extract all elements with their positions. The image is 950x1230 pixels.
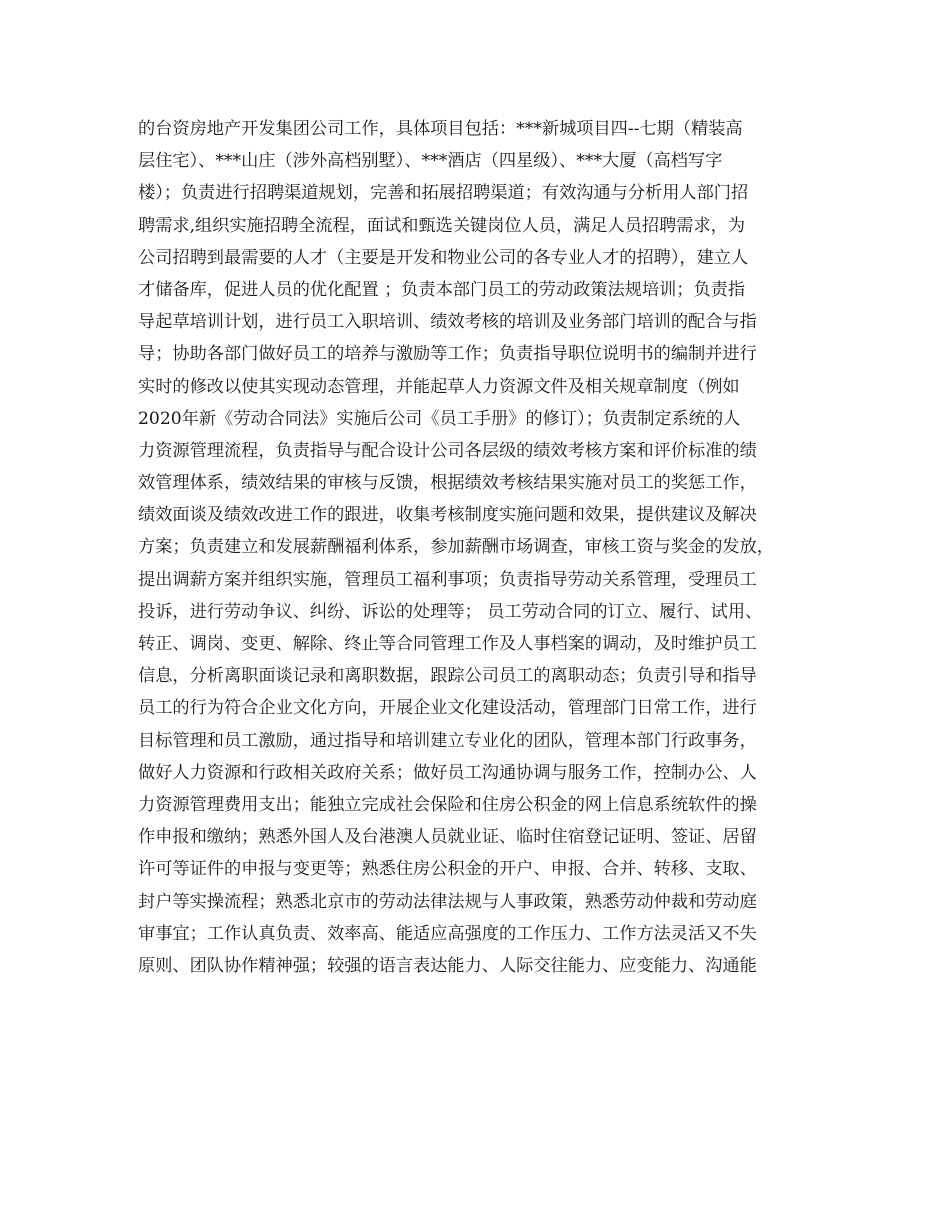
text-line: 的台资房地产开发集团公司工作，具体项目包括：***新城项目四--七期（精装高 <box>138 119 743 139</box>
text-line: 目标管理和员工激励，通过指导和培训建立专业化的团队，管理本部门行政事务， <box>138 730 757 751</box>
text-line: 原则、团队协作精神强；较强的语言表达能力、人际交往能力、应变能力、沟通能 <box>138 955 757 976</box>
text-line: 力资源管理费用支出；能独立完成社会保险和住房公积金的网上信息系统软件的操 <box>138 794 757 815</box>
text-line: 员工的行为符合企业文化方向，开展企业文化建设活动，管理部门日常工作，进行 <box>138 698 757 719</box>
text-line: 力资源管理流程，负责指导与配合设计公司各层级的绩效考核方案和评价标准的绩 <box>138 440 757 461</box>
text-line: 做好人力资源和行政相关政府关系；做好员工沟通协调与服务工作，控制办公、人 <box>138 762 757 783</box>
text-line: 导起草培训计划，进行员工入职培训、绩效考核的培训及业务部门培训的配合与指 <box>138 312 757 333</box>
text-line: 实时的修改以使其实现动态管理，并能起草人力资源文件及相关规章制度（例如 <box>138 376 740 397</box>
text-line: 封户等实操流程；熟悉北京市的劳动法律法规与人事政策，熟悉劳动仲裁和劳动庭 <box>138 891 757 912</box>
text-line: 许可等证件的申报与变更等；熟悉住房公积金的开户、申报、合并、转移、支取、 <box>138 859 757 880</box>
text-line: 信息，分析离职面谈记录和离职数据，跟踪公司员工的离职动态；负责引导和指导 <box>138 666 757 687</box>
text-line: 公司招聘到最需要的人才（主要是开发和物业公司的各专业人才的招聘），建立人 <box>138 247 749 268</box>
text-line: 转正、调岗、变更、解除、终止等合同管理工作及人事档案的调动，及时维护员工 <box>138 634 757 654</box>
text-line: 才储备库，促进人员的优化配置 ；负责本部门员工的劳动政策法规培训；负责指 <box>138 279 746 300</box>
text-line: 导；协助各部门做好员工的培养与激励等工作；负责指导职位说明书的编制并进行 <box>138 344 757 365</box>
text-line: 2020年新《劳动合同法》实施后公司《员工手册》的修订）；负责制定系统的人 <box>138 408 741 429</box>
text-line: 聘需求,组织实施招聘全流程，面试和甄选关键岗位人员，满足人员招聘需求，为 <box>138 215 746 236</box>
body-paragraph <box>138 113 838 982</box>
text-line: 提出调薪方案并组织实施，管理员工福利事项；负责指导劳动关系管理，受理员工 <box>138 569 757 590</box>
text-line: 层住宅）、***山庄（涉外高档别墅）、***酒店（四星级）、***大厦（高档写字 <box>138 151 723 172</box>
text-line: 方案；负责建立和发展薪酬福利体系，参加薪酬市场调查，审核工资与奖金的发放， <box>138 537 774 558</box>
text-line: 绩效面谈及绩效改进工作的跟进，收集考核制度实施问题和效果，提供建议及解决 <box>138 505 757 526</box>
text-line: 作申报和缴纳；熟悉外国人及台港澳人员就业证、临时住宿登记证明、签证、居留 <box>138 827 757 848</box>
text-line: 楼）；负责进行招聘渠道规划，完善和拓展招聘渠道；有效沟通与分析用人部门招 <box>138 183 749 204</box>
text-line: 审事宜；工作认真负责、效率高、能适应高强度的工作压力、工作方法灵活又不失 <box>138 923 757 944</box>
text-line: 投诉，进行劳动争议、纠纷、诉讼的处理等； 员工劳动合同的订立、履行、试用、 <box>138 601 763 622</box>
text-line: 效管理体系，绩效结果的审核与反馈，根据绩效考核结果实施对员工的奖惩工作， <box>138 473 757 494</box>
